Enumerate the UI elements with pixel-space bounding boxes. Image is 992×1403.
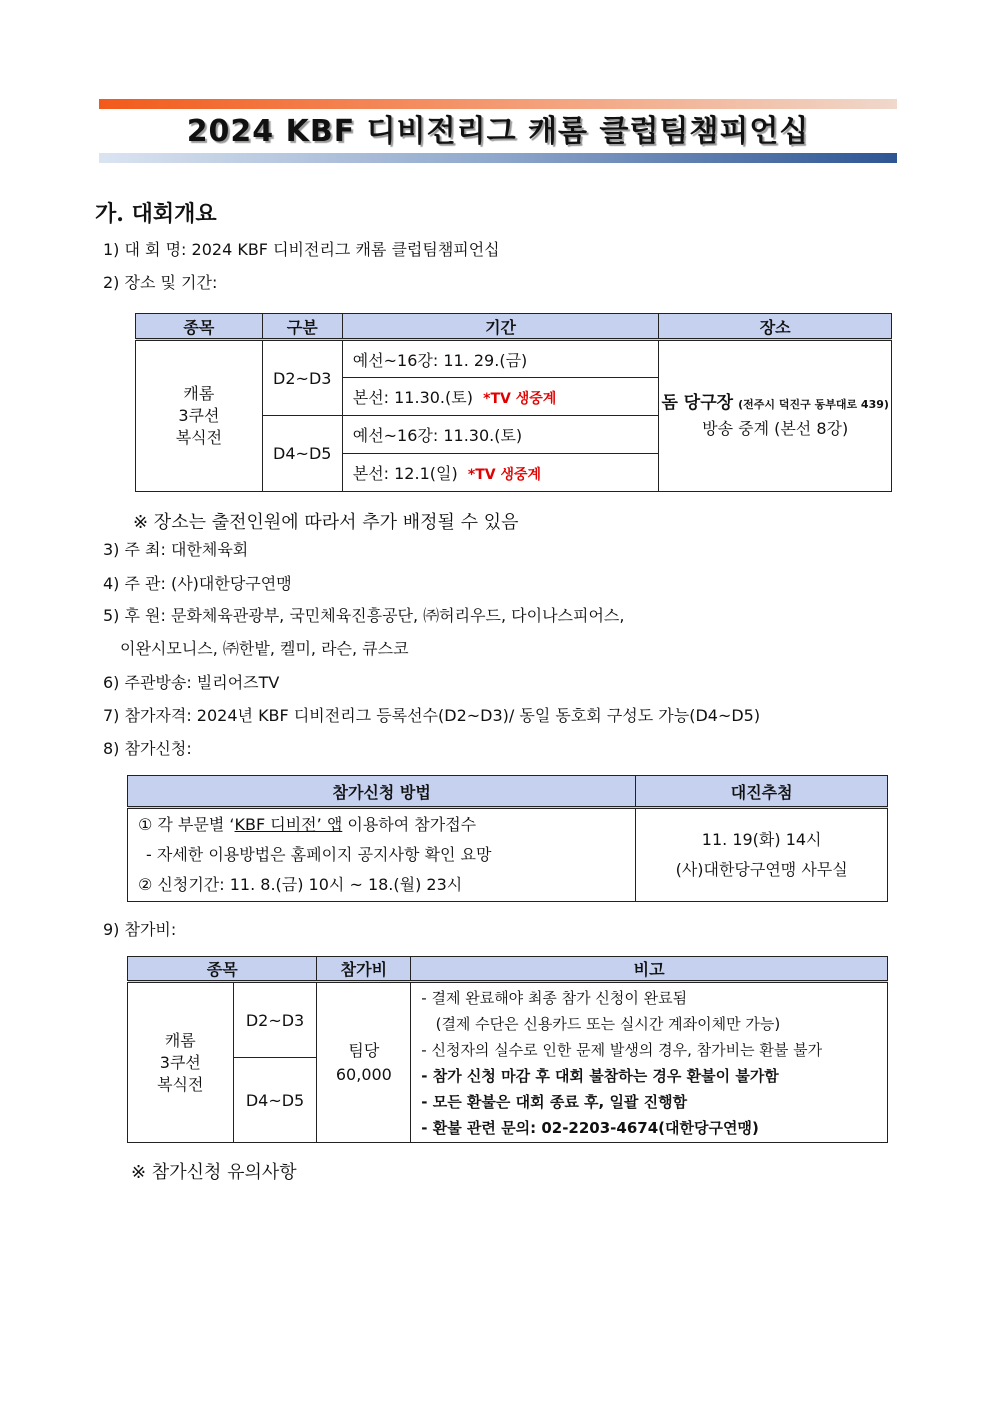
schedule-header-period: 기간 [342, 314, 659, 340]
fee-group-d2d3: D2~D3 [233, 982, 317, 1058]
fee-note: - 신청자의 실수로 인한 문제 발생의 경우, 참가비는 환불 불가 [421, 1040, 823, 1059]
item-application: 8) 참가신청: [103, 739, 192, 758]
application-table [127, 775, 888, 902]
draw-date: 11. 19(화) 14시 [701, 830, 822, 849]
venue-name: 돔 당구장 [661, 393, 734, 413]
page-title: 2024 KBF 디비전리그 캐롬 클럽팀챔피언십 [186, 114, 810, 149]
apply-method-cell [128, 808, 636, 902]
fee-note-bold: - 모든 환불은 대회 종료 후, 일괄 진행함 [421, 1092, 688, 1111]
method-text: 이용하여 참가접수 [342, 815, 477, 834]
event-line: 캐롬 [183, 384, 215, 403]
event-line: 복식전 [175, 428, 223, 447]
fee-note-bold: - 참가 신청 마감 후 대회 불참하는 경우 환불이 불가함 [421, 1066, 779, 1085]
event-line: 캐롬 [164, 1030, 196, 1050]
fee-note-bold: - 환불 관련 문의: 02-2203-4674(대한당구연맹) [421, 1118, 759, 1137]
fee-event-cell [128, 982, 234, 1143]
item-broadcast: 6) 주관방송: 빌리어즈TV [103, 673, 280, 692]
schedule-period [342, 454, 659, 492]
fee-group-d4d5: D4~D5 [233, 1058, 317, 1143]
footer-note: ※ 참가신청 유의사항 [131, 1162, 297, 1183]
fee-amount-cell [317, 982, 411, 1143]
method-text: ① 각 부문별 ‘ [138, 815, 235, 834]
method-detail: - 자세한 이용방법은 홈페이지 공지사항 확인 요망 [146, 845, 492, 864]
venue-broadcast-note: 방송 중계 (본선 8강) [702, 419, 849, 438]
apply-header-draw: 대진추첨 [636, 776, 888, 808]
title-bottom-bar [99, 153, 897, 163]
fee-header-event: 종목 [128, 957, 317, 982]
schedule-header-group: 구분 [262, 314, 342, 340]
tv-live-label: *TV 생중계 [483, 391, 557, 407]
event-line: 3쿠션 [159, 1052, 201, 1072]
item-host: 3) 주 최: 대한체육회 [103, 540, 249, 559]
schedule-venue-cell [659, 340, 892, 492]
schedule-group-d4d5: D4~D5 [262, 416, 342, 492]
fee-header-fee: 참가비 [317, 957, 411, 982]
kbf-app-link[interactable]: KBF 디비전’ 앱 [234, 815, 343, 834]
section-heading: 가. 대회개요 [95, 201, 217, 227]
schedule-event-cell [136, 340, 263, 492]
event-line: 3쿠션 [178, 406, 220, 425]
fee-header-remarks: 비고 [411, 957, 888, 982]
fee-note: - 결제 완료해야 최종 참가 신청이 완료됨 [421, 988, 688, 1007]
fee-remarks-cell [411, 982, 888, 1143]
title-top-bar [99, 99, 897, 109]
apply-draw-cell [636, 808, 888, 902]
venue-address: (전주시 덕진구 동부대로 439) [738, 398, 889, 411]
fee-unit: 팀당 [348, 1040, 380, 1060]
item-organizer: 4) 주 관: (사)대한당구연맹 [103, 574, 292, 593]
item-venue-period: 2) 장소 및 기간: [103, 273, 218, 292]
item-eligibility: 7) 참가자격: 2024년 KBF 디비전리그 등록선수(D2~D3)/ 동일 동호회 구성도 가능(D4~D5) [103, 706, 761, 725]
schedule-group-d2d3: D2~D3 [262, 340, 342, 416]
schedule-period: 예선~16강: 11.30.(토) [342, 416, 659, 454]
method-period: ② 신청기간: 11. 8.(금) 10시 ~ 18.(월) 23시 [138, 875, 463, 894]
schedule-table [135, 313, 892, 492]
period-text: 본선: 12.1(일) [352, 464, 458, 483]
item-sponsors-cont: 이완시모니스, ㈜한밭, 켈미, 라슨, 큐스코 [120, 639, 409, 658]
fee-note: (결제 수단은 신용카드 또는 실시간 계좌이체만 가능) [421, 1014, 781, 1033]
venue-notice: ※ 장소는 출전인원에 따라서 추가 배정될 수 있음 [133, 512, 519, 533]
draw-place: (사)대한당구연맹 사무실 [675, 860, 848, 879]
item-sponsors: 5) 후 원: 문화체육관광부, 국민체육진흥공단, ㈜허리우드, 다이나스피어스, [103, 606, 625, 625]
tv-live-label: *TV 생중계 [467, 467, 542, 483]
schedule-period: 예선~16강: 11. 29.(금) [342, 340, 659, 378]
item-event-name: 1) 대 회 명: 2024 KBF 디비전리그 캐롬 클럽팀챔피언십 [103, 240, 500, 259]
apply-header-method: 참가신청 방법 [128, 776, 636, 808]
fee-amount: 60,000 [335, 1064, 392, 1084]
fee-table [127, 956, 888, 1143]
schedule-period [342, 378, 659, 416]
schedule-header-event: 종목 [136, 314, 263, 340]
item-fee: 9) 참가비: [103, 920, 177, 939]
period-text: 본선: 11.30.(토) [352, 388, 473, 407]
event-line: 복식전 [157, 1074, 204, 1094]
schedule-header-venue: 장소 [659, 314, 892, 340]
